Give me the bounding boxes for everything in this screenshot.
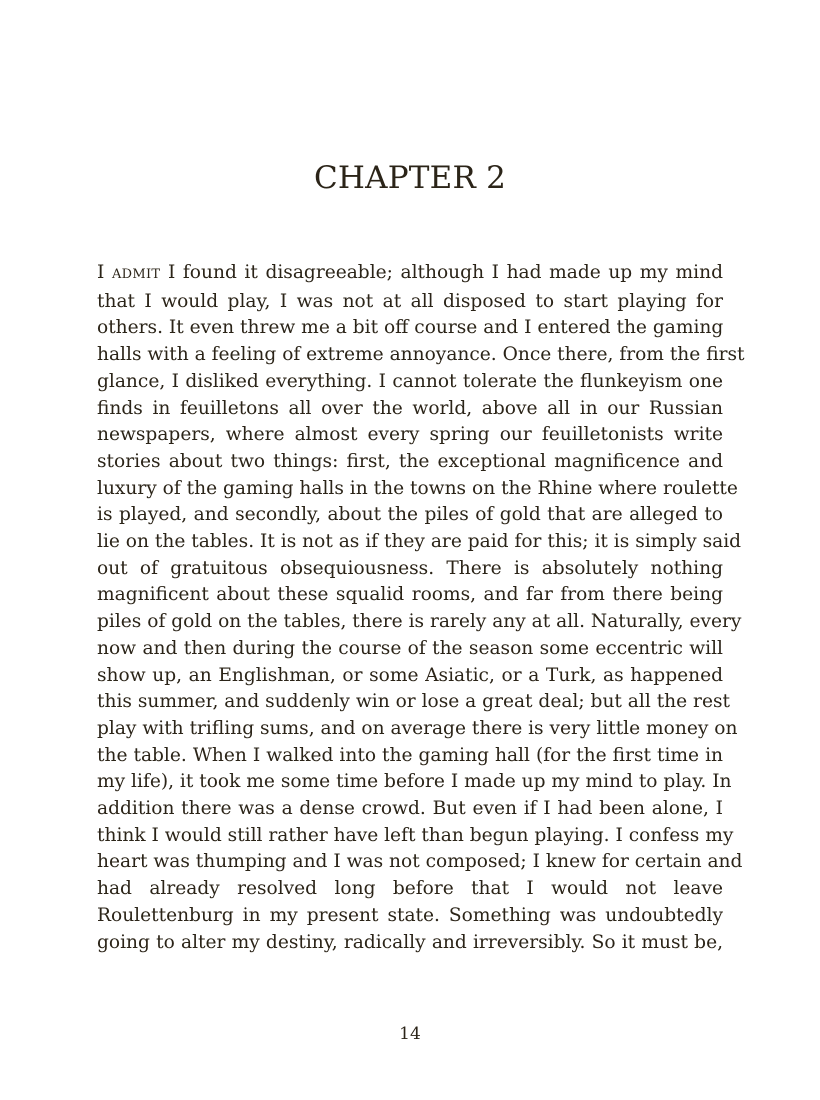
text-line-2: that I would play, I was not at all disposed to start playing for bbox=[97, 290, 723, 312]
text-line-13: magnificent about these squalid rooms, and far from there being bbox=[97, 584, 723, 606]
text-line-11: lie on the tables. It is not as if they are paid for this; it is simply said bbox=[97, 531, 742, 553]
text-line-15: now and then during the course of the season some eccentric will bbox=[97, 637, 723, 659]
text-line-16: show up, an Englishman, or some Asiatic, or a Turk, as happened bbox=[97, 664, 723, 686]
text-line-23: heart was thumping and I was not composed; I knew for certain and bbox=[97, 851, 743, 873]
text-line-10: is played, and secondly, about the piles of gold that are alleged to bbox=[97, 504, 723, 526]
opening-smallcaps-word: ADMIT bbox=[111, 267, 161, 282]
text-line-9: luxury of the gaming halls in the towns on the Rhine where roulette bbox=[97, 477, 738, 499]
chapter-title: CHAPTER 2 bbox=[313, 160, 507, 196]
chapter-body-text bbox=[97, 260, 745, 956]
text-line-26: going to alter my destiny, radically and irreversibly. So it must be, bbox=[97, 931, 723, 953]
text-line-21: addition there was a dense crowd. But even if I had been alone, I bbox=[97, 798, 723, 820]
text-line-1-rest: I found it disagreeable; although I had made up my mind bbox=[160, 262, 723, 283]
opening-word: I bbox=[97, 262, 105, 283]
text-line-25: Roulettenburg in my present state. Something was undoubtedly bbox=[97, 904, 723, 926]
text-line-20: my life), it took me some time before I made up my mind to play. In bbox=[97, 771, 732, 793]
text-line-3: others. It even threw me a bit off course and I entered the gaming bbox=[97, 317, 724, 339]
text-line-14: piles of gold on the tables, there is rarely any at all. Naturally, every bbox=[97, 611, 742, 633]
page-number: 14 bbox=[399, 1024, 421, 1044]
text-line-22: think I would still rather have left than begun playing. I confess my bbox=[97, 824, 734, 846]
text-line-7: newspapers, where almost every spring our feuilletonists write bbox=[97, 424, 723, 446]
text-line-1 bbox=[97, 260, 723, 289]
text-line-8: stories about two things: first, the exceptional magnificence and bbox=[97, 450, 723, 472]
text-line-12: out of gratuitous obsequiousness. There is absolutely nothing bbox=[97, 557, 723, 579]
text-line-18: play with trifling sums, and on average there is very little money on bbox=[97, 717, 738, 739]
text-line-5: glance, I disliked everything. I cannot tolerate the flunkeyism one bbox=[97, 370, 723, 392]
text-line-6: finds in feuilletons all over the world, above all in our Russian bbox=[97, 397, 723, 419]
text-line-24: had already resolved long before that I would not leave bbox=[97, 878, 723, 900]
text-line-19: the table. When I walked into the gaming hall (for the first time in bbox=[97, 744, 723, 766]
text-line-4: halls with a feeling of extreme annoyance. Once there, from the first bbox=[97, 344, 745, 366]
text-line-17: this summer, and suddenly win or lose a great deal; but all the rest bbox=[97, 691, 730, 713]
